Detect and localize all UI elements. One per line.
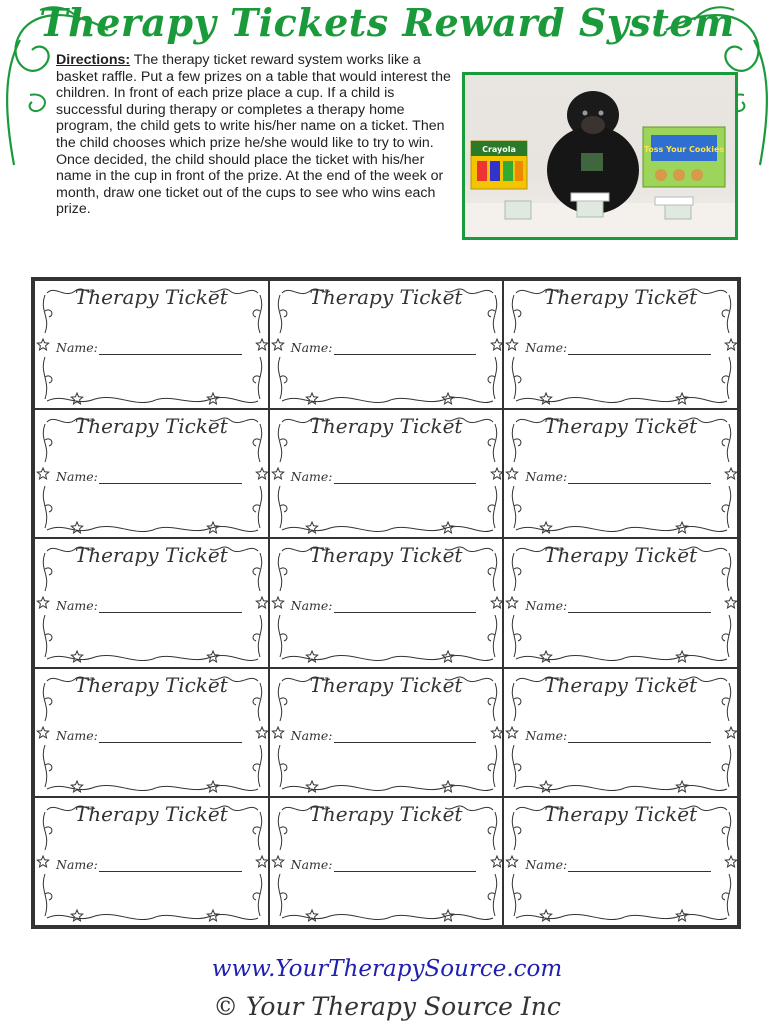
therapy-ticket	[503, 538, 738, 667]
ticket-grid	[31, 277, 741, 929]
toss-your-cookies-box	[643, 127, 725, 187]
ticket-name-label: Name:	[290, 598, 333, 614]
ticket-title: Therapy Ticket	[544, 285, 698, 309]
ticket-name-label: Name:	[56, 469, 98, 485]
ticket-title: Therapy Ticket	[74, 543, 228, 568]
ticket-title: Therapy Ticket	[74, 414, 228, 439]
ticket-title: Therapy Ticket	[309, 801, 463, 826]
ticket-name-line[interactable]	[568, 742, 711, 743]
page-title: Therapy Tickets Reward System	[39, 0, 735, 45]
ticket-name-line[interactable]	[99, 354, 242, 355]
ticket-name-label: Name:	[525, 598, 568, 614]
ticket-name-line[interactable]	[568, 612, 711, 613]
ticket-title: Therapy Ticket	[309, 672, 463, 697]
copyright-line: © Your Therapy Source Inc	[213, 992, 561, 1021]
therapy-ticket	[34, 409, 269, 538]
website-url[interactable]: www.YourTherapySource.com	[211, 956, 563, 982]
therapy-ticket	[34, 280, 269, 409]
ticket-title: Therapy Ticket	[309, 285, 463, 309]
ticket-title: Therapy Ticket	[544, 801, 698, 826]
ticket-name-label: Name:	[56, 598, 98, 614]
ticket-title: Therapy Ticket	[309, 543, 463, 568]
ticket-name-label: Name:	[56, 727, 98, 743]
ticket-name-label: Name:	[290, 469, 333, 485]
ticket-name-label: Name:	[525, 727, 568, 743]
ticket-name-label: Name:	[525, 856, 568, 872]
ticket-name-label: Name:	[56, 340, 98, 355]
ticket-name-line[interactable]	[568, 354, 711, 355]
ticket-name-line[interactable]	[334, 483, 477, 484]
toss-your-cookies-label: Toss Your Cookies	[643, 145, 725, 154]
ticket-title: Therapy Ticket	[544, 543, 698, 568]
therapy-ticket	[34, 797, 269, 926]
ticket-name-label: Name:	[290, 727, 333, 743]
ticket-name-line[interactable]	[99, 742, 242, 743]
therapy-ticket	[503, 797, 738, 926]
prize-photo-illustration	[465, 75, 735, 237]
ticket-name-label: Name:	[290, 340, 333, 355]
ticket-name-line[interactable]	[99, 483, 242, 484]
ticket-name-line[interactable]	[334, 612, 477, 613]
ticket-name-line[interactable]	[334, 354, 477, 355]
ticket-title: Therapy Ticket	[74, 672, 228, 697]
ticket-name-label: Name:	[525, 469, 568, 485]
ticket-name-line[interactable]	[334, 742, 477, 743]
therapy-ticket	[34, 668, 269, 797]
ticket-title: Therapy Ticket	[74, 801, 228, 826]
ticket-title: Therapy Ticket	[544, 672, 698, 697]
crayola-box	[471, 141, 527, 189]
therapy-ticket	[503, 668, 738, 797]
ticket-title: Therapy Ticket	[544, 414, 698, 439]
prize-photo	[462, 72, 738, 240]
ticket-name-label: Name:	[525, 340, 568, 355]
ticket-name-line[interactable]	[99, 612, 242, 613]
therapy-ticket	[503, 409, 738, 538]
ticket-name-label: Name:	[56, 856, 98, 872]
therapy-ticket	[269, 409, 504, 538]
crayola-box-label: Crayola	[482, 145, 516, 154]
directions-text: The therapy ticket reward system works like a basket raffle. Put a few prizes on a table that would interest the children. In front of each prize place a cup. If a child is successful during therapy or completes a therapy home program, the child gets to write his/her name on a ticket. Then the child chooses which prize he/she would like to try to win. Once decided, the child should place the ticket with his/her name in the cup in front of the prize. At the end of the week or month, draw one ticket out of the cups to see who wins each prize.	[56, 52, 451, 218]
directions-paragraph	[56, 52, 451, 218]
ticket-title: Therapy Ticket	[309, 414, 463, 439]
ticket-name-line[interactable]	[334, 871, 477, 872]
therapy-ticket	[269, 668, 504, 797]
therapy-ticket	[269, 797, 504, 926]
therapy-ticket	[34, 538, 269, 667]
directions-label: Directions:	[56, 52, 131, 68]
therapy-ticket	[269, 280, 504, 409]
ticket-name-line[interactable]	[568, 871, 711, 872]
ticket-name-line[interactable]	[568, 483, 711, 484]
ticket-name-line[interactable]	[99, 871, 242, 872]
therapy-ticket	[503, 280, 738, 409]
therapy-ticket	[269, 538, 504, 667]
ticket-title: Therapy Ticket	[74, 285, 228, 309]
ticket-name-label: Name:	[290, 856, 333, 872]
